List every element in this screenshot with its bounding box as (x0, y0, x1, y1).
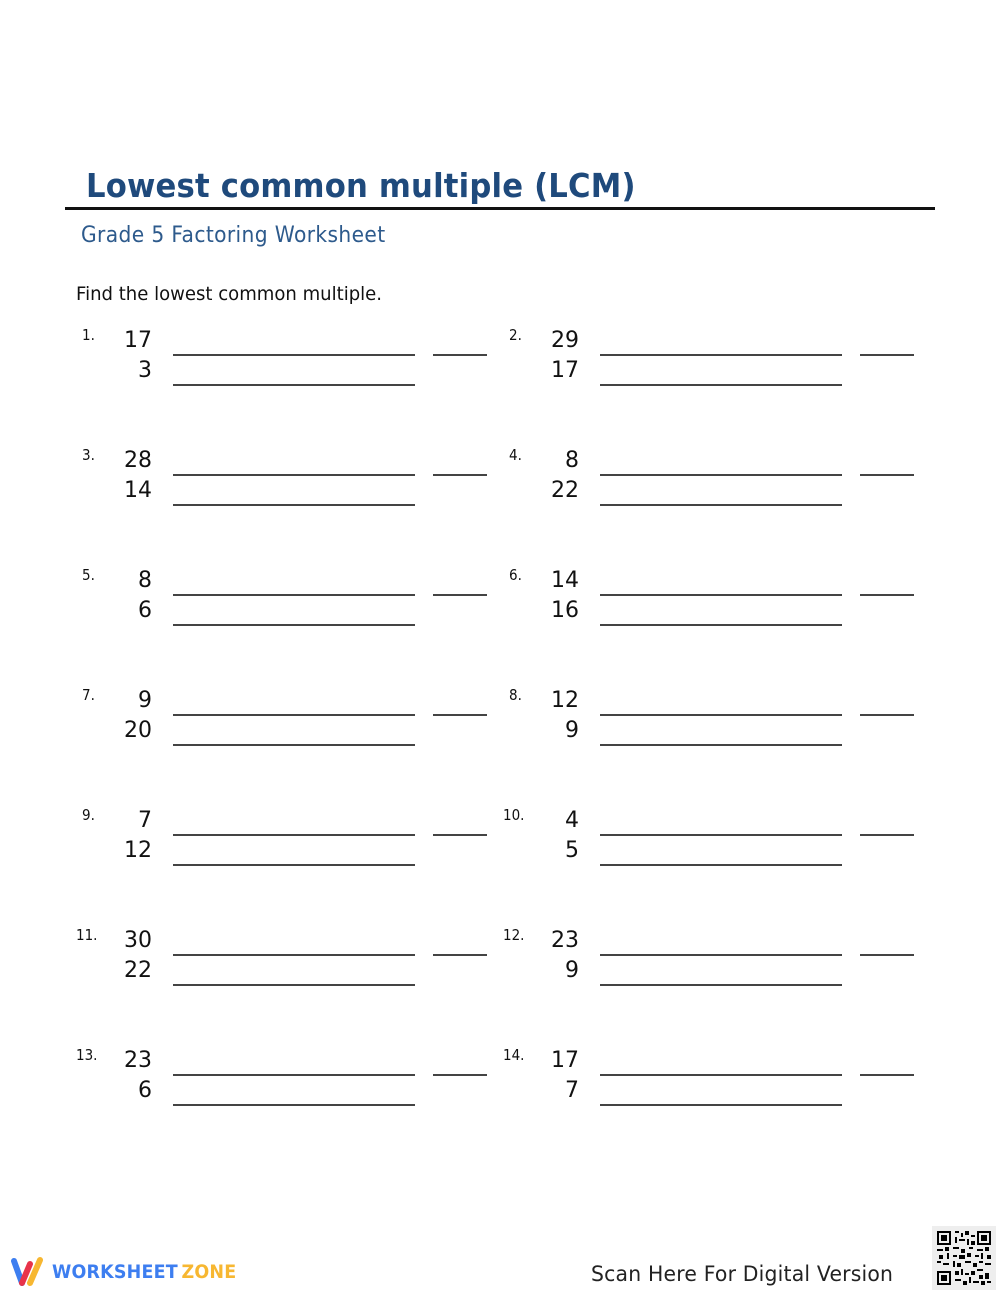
work-line-1[interactable] (600, 954, 842, 956)
answer-line[interactable] (433, 714, 487, 716)
first-number: 23 (124, 1048, 152, 1073)
work-line-1[interactable] (600, 834, 842, 836)
work-line-1[interactable] (173, 474, 415, 476)
answer-line[interactable] (433, 354, 487, 356)
problem-number: 9. (82, 806, 95, 824)
second-number: 9 (565, 958, 579, 983)
first-number: 28 (124, 448, 152, 473)
answer-line[interactable] (433, 594, 487, 596)
problem-number: 12. (503, 926, 525, 944)
problem-number: 11. (76, 926, 98, 944)
qr-code-icon[interactable] (932, 1226, 996, 1290)
problem-1 (82, 326, 512, 416)
problem-number: 8. (509, 686, 522, 704)
first-number: 4 (565, 808, 579, 833)
second-number: 20 (124, 718, 152, 743)
second-number: 6 (138, 598, 152, 623)
first-number: 17 (551, 1048, 579, 1073)
brand-name (52, 1261, 236, 1283)
problem-4 (509, 446, 939, 536)
scan-prompt: Scan Here For Digital Version (591, 1262, 894, 1286)
problem-10 (503, 806, 933, 896)
work-line-1[interactable] (173, 954, 415, 956)
first-number: 30 (124, 928, 152, 953)
work-line-1[interactable] (173, 1074, 415, 1076)
problem-3 (82, 446, 512, 536)
first-number: 8 (565, 448, 579, 473)
brand-part-zone: ZONE (181, 1261, 237, 1283)
first-number: 12 (551, 688, 579, 713)
work-line-1[interactable] (600, 354, 842, 356)
first-number: 29 (551, 328, 579, 353)
work-line-1[interactable] (600, 474, 842, 476)
work-line-1[interactable] (173, 354, 415, 356)
problem-number: 3. (82, 446, 95, 464)
problem-12 (503, 926, 933, 1016)
problem-number: 2. (509, 326, 522, 344)
problem-2 (509, 326, 939, 416)
problem-13 (76, 1046, 506, 1136)
answer-line[interactable] (860, 834, 914, 836)
problem-5 (82, 566, 512, 656)
problem-14 (503, 1046, 933, 1136)
problem-11 (76, 926, 506, 1016)
problem-9 (82, 806, 512, 896)
second-number: 12 (124, 838, 152, 863)
answer-line[interactable] (860, 354, 914, 356)
instructions: Find the lowest common multiple. (76, 283, 383, 305)
problem-number: 10. (503, 806, 525, 824)
second-number: 22 (551, 478, 579, 503)
second-number: 5 (565, 838, 579, 863)
work-line-2[interactable] (173, 1104, 415, 1106)
problem-8 (509, 686, 939, 776)
work-line-2[interactable] (600, 1104, 842, 1106)
problem-number: 6. (509, 566, 522, 584)
work-line-2[interactable] (600, 384, 842, 386)
problem-number: 7. (82, 686, 95, 704)
problem-number: 4. (509, 446, 522, 464)
second-number: 16 (551, 598, 579, 623)
work-line-2[interactable] (600, 624, 842, 626)
first-number: 7 (138, 808, 152, 833)
answer-line[interactable] (860, 474, 914, 476)
title-divider (65, 207, 935, 210)
first-number: 17 (124, 328, 152, 353)
worksheet-subtitle: Grade 5 Factoring Worksheet (81, 223, 386, 248)
problem-number: 14. (503, 1046, 525, 1064)
work-line-1[interactable] (600, 714, 842, 716)
work-line-2[interactable] (173, 984, 415, 986)
answer-line[interactable] (433, 834, 487, 836)
second-number: 3 (138, 358, 152, 383)
answer-line[interactable] (433, 954, 487, 956)
work-line-1[interactable] (173, 594, 415, 596)
answer-line[interactable] (860, 714, 914, 716)
problem-6 (509, 566, 939, 656)
work-line-2[interactable] (173, 744, 415, 746)
first-number: 8 (138, 568, 152, 593)
worksheetzone-logo-icon (10, 1256, 48, 1288)
answer-line[interactable] (860, 1074, 914, 1076)
work-line-1[interactable] (600, 594, 842, 596)
work-line-2[interactable] (173, 384, 415, 386)
problem-7 (82, 686, 512, 776)
work-line-2[interactable] (600, 744, 842, 746)
second-number: 6 (138, 1078, 152, 1103)
second-number: 9 (565, 718, 579, 743)
work-line-1[interactable] (600, 1074, 842, 1076)
first-number: 9 (138, 688, 152, 713)
answer-line[interactable] (860, 594, 914, 596)
work-line-2[interactable] (173, 624, 415, 626)
problem-number: 1. (82, 326, 95, 344)
worksheet-title: Lowest common multiple (LCM) (86, 166, 636, 205)
worksheetzone-logo[interactable] (10, 1256, 252, 1288)
answer-line[interactable] (433, 1074, 487, 1076)
first-number: 14 (551, 568, 579, 593)
second-number: 17 (551, 358, 579, 383)
answer-line[interactable] (433, 474, 487, 476)
problem-number: 13. (76, 1046, 98, 1064)
second-number: 14 (124, 478, 152, 503)
brand-part-worksheet: WORKSHEET (52, 1261, 178, 1283)
work-line-2[interactable] (600, 984, 842, 986)
answer-line[interactable] (860, 954, 914, 956)
work-line-1[interactable] (173, 714, 415, 716)
first-number: 23 (551, 928, 579, 953)
second-number: 22 (124, 958, 152, 983)
work-line-1[interactable] (173, 834, 415, 836)
second-number: 7 (565, 1078, 579, 1103)
work-line-2[interactable] (173, 504, 415, 506)
work-line-2[interactable] (600, 504, 842, 506)
work-line-2[interactable] (600, 864, 842, 866)
problem-number: 5. (82, 566, 95, 584)
work-line-2[interactable] (173, 864, 415, 866)
